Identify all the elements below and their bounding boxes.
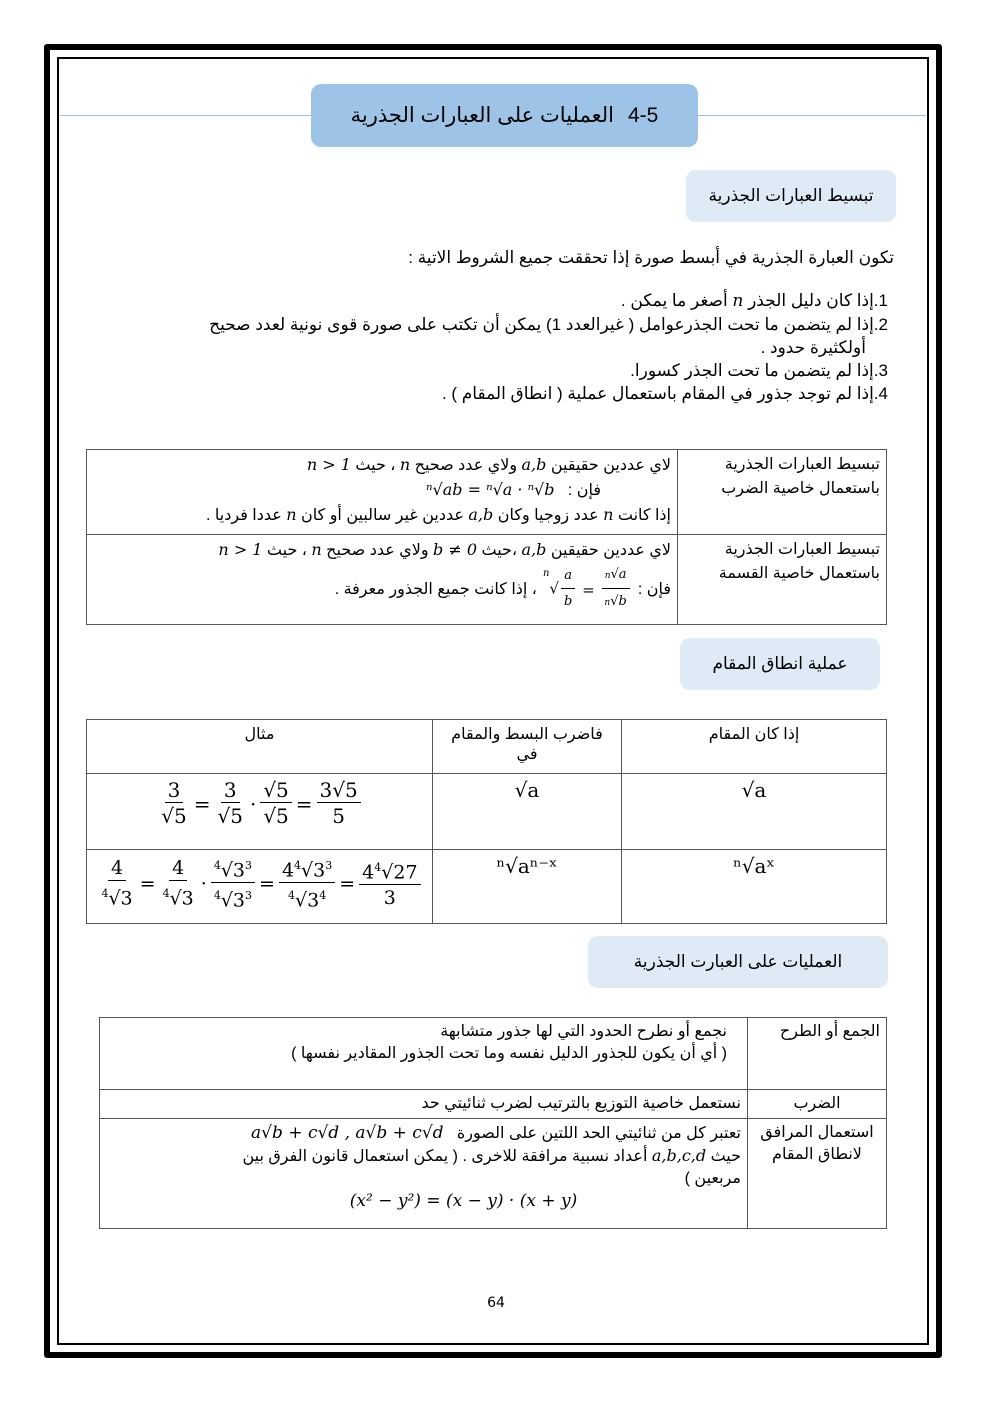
row-label: الضرب — [748, 1090, 887, 1119]
page-number: 64 — [487, 1295, 505, 1311]
text: عددا فرديا . — [206, 507, 287, 524]
condition-text: أصغر ما يمكن . — [620, 291, 733, 310]
intro-text: تكون العبارة الجذرية في أبسط صورة إذا تحققت جميع الشروط الاتية : — [408, 248, 894, 267]
row-content: نستعمل خاصية التوزيع بالترتيب لضرب ثنائيتي حد — [100, 1090, 748, 1119]
section-rationalize-label: عملية انطاق المقام — [712, 654, 848, 673]
condition-number: 2. — [873, 315, 888, 334]
table-header-row — [87, 720, 887, 774]
lesson-title-text: العمليات على العبارات الجذرية — [350, 104, 614, 127]
math-var: a,b,c,d — [651, 1146, 707, 1165]
example-cell — [87, 774, 433, 850]
row-content — [100, 1119, 748, 1229]
quotient-rule-formula: $^n$√ $\frac{a}{b}$ = $\frac{n√a}{n√b}$ — [543, 563, 632, 616]
condition-item — [98, 359, 888, 382]
row-content — [87, 535, 678, 625]
row-content — [100, 1018, 748, 1090]
text: فإن : — [637, 580, 671, 598]
operations-table — [99, 1017, 887, 1229]
example-cell — [87, 850, 433, 924]
conditions-list — [98, 289, 888, 405]
table-row — [100, 1018, 887, 1090]
example-2-formula: $\frac{4}{^4√3}$ = $\frac{4}{^4√3}$ · $\frac{^4√3^3}{^4√3^3}$ = $\frac{4^4√3^3}{^4√3^4}$ = $\frac{4^4√27}{3}$ — [93, 854, 426, 914]
section-rationalize-heading — [680, 638, 880, 690]
table-row — [87, 535, 887, 625]
text: فإن : — [567, 482, 601, 499]
table-row — [87, 774, 887, 850]
column-header: فاضرب البسط والمقام في — [433, 720, 622, 774]
text: ، حيث — [262, 542, 312, 559]
text: ،حيث — [477, 542, 522, 559]
section-simplify-label: تبسيط العبارات الجذرية — [708, 186, 874, 205]
difference-of-squares-formula: (x² − y²) = (x − y) · (x + y) — [349, 1191, 578, 1211]
condition-text: إذا لم يتضمن ما تحت الجذرعوامل ( غيرالعدد 1) يمكن أن تكتب على صورة قوى نونية لعدد صحيح — [209, 315, 874, 334]
condition-text: إذا لم توجد جذور في المقام باستعمال عملية ( انطاق المقام ) . — [441, 384, 874, 403]
text: ( أي أن يكون للجذور الدليل نفسه وما تحت الجذور المقادير نفسها ) — [291, 1045, 727, 1062]
row-content — [87, 450, 678, 535]
math-var: n — [311, 540, 322, 559]
text: عدد زوجيا وكان — [493, 507, 604, 524]
multiplier-cell: √a — [433, 774, 622, 850]
text: نجمع أو نطرح الحدود التي لها جذور متشابهة — [440, 1023, 727, 1040]
text: ولاي عدد صحيح — [321, 542, 434, 559]
table-row — [100, 1119, 887, 1229]
condition-item — [98, 382, 888, 405]
text: إذا كانت — [613, 507, 671, 524]
condition-text: إذا كان دليل الجذر — [743, 291, 874, 310]
section-simplify-heading — [686, 170, 896, 222]
math-var: a,b — [468, 505, 494, 524]
text: تعتبر كل من ثنائيتي الحد اللتين على الصورة — [456, 1125, 741, 1142]
lesson-number: 4-5 — [628, 103, 659, 127]
product-rule-formula: ⁿ√ab = ⁿ√a · ⁿ√b — [426, 480, 555, 499]
table-row — [100, 1090, 887, 1119]
text: حيث — [706, 1148, 741, 1165]
condition-text-cont: أولكثيرة حدود . — [760, 338, 866, 357]
denominator-cell: ⁿ√aˣ — [622, 850, 887, 924]
column-header: مثال — [87, 720, 433, 774]
example-1-formula: $\frac{3}{√5}$ = $\frac{3}{√5}$ · $\frac{√5}{√5}$ = $\frac{3√5}{5}$ — [93, 778, 426, 829]
text: عددين غير سالبين أو كان — [296, 507, 469, 524]
math-condition: n > 1 — [218, 540, 263, 559]
properties-table — [86, 449, 887, 625]
rationalize-table — [86, 719, 887, 924]
condition-number: 1. — [873, 291, 888, 310]
math-var: a,b — [521, 455, 547, 474]
condition-item — [98, 313, 888, 359]
condition-number: 4. — [873, 384, 888, 403]
math-var: n — [286, 505, 297, 524]
text: مربعين ) — [684, 1170, 741, 1187]
table-row — [87, 850, 887, 924]
math-var: a,b — [521, 540, 547, 559]
math-condition: b ≠ 0 — [433, 540, 478, 559]
text: ولاي عدد صحيح — [410, 457, 522, 474]
text: لاي عددين حقيقين — [546, 457, 671, 474]
math-var: n — [603, 505, 614, 524]
math-var: n — [399, 455, 411, 474]
conjugate-formula: a√b + c√d , a√b + c√d — [251, 1123, 444, 1143]
table-row — [87, 450, 887, 535]
row-label: الجمع أو الطرح — [748, 1018, 887, 1090]
column-header: إذا كان المقام — [622, 720, 887, 774]
row-label: تبسيط العبارات الجذرية باستعمال خاصية القسمة — [678, 535, 887, 625]
text: لاي عددين حقيقين — [546, 542, 671, 559]
condition-number: 3. — [873, 361, 888, 380]
math-var: n — [732, 291, 744, 311]
text: ، حيث — [350, 457, 400, 474]
math-condition: n > 1 — [306, 455, 351, 474]
condition-item — [98, 289, 888, 313]
row-label: تبسيط العبارات الجذرية باستعمال خاصية الضرب — [678, 450, 887, 535]
text: ، إذا كانت جميع الجذور معرفة . — [334, 580, 537, 598]
section-operations-label: العمليات على العبارت الجذرية — [633, 952, 843, 971]
lesson-title — [311, 84, 698, 147]
text: أعداد نسبية مرافقة للاخرى . ( يمكن استعمال قانون الفرق بين — [242, 1148, 652, 1165]
section-operations-heading — [588, 936, 888, 988]
denominator-cell: √a — [622, 774, 887, 850]
row-label: استعمال المرافق لانطاق المقام — [748, 1119, 887, 1229]
multiplier-cell: ⁿ√aⁿ⁻ˣ — [433, 850, 622, 924]
condition-text: إذا لم يتضمن ما تحت الجذر كسورا. — [630, 361, 874, 380]
